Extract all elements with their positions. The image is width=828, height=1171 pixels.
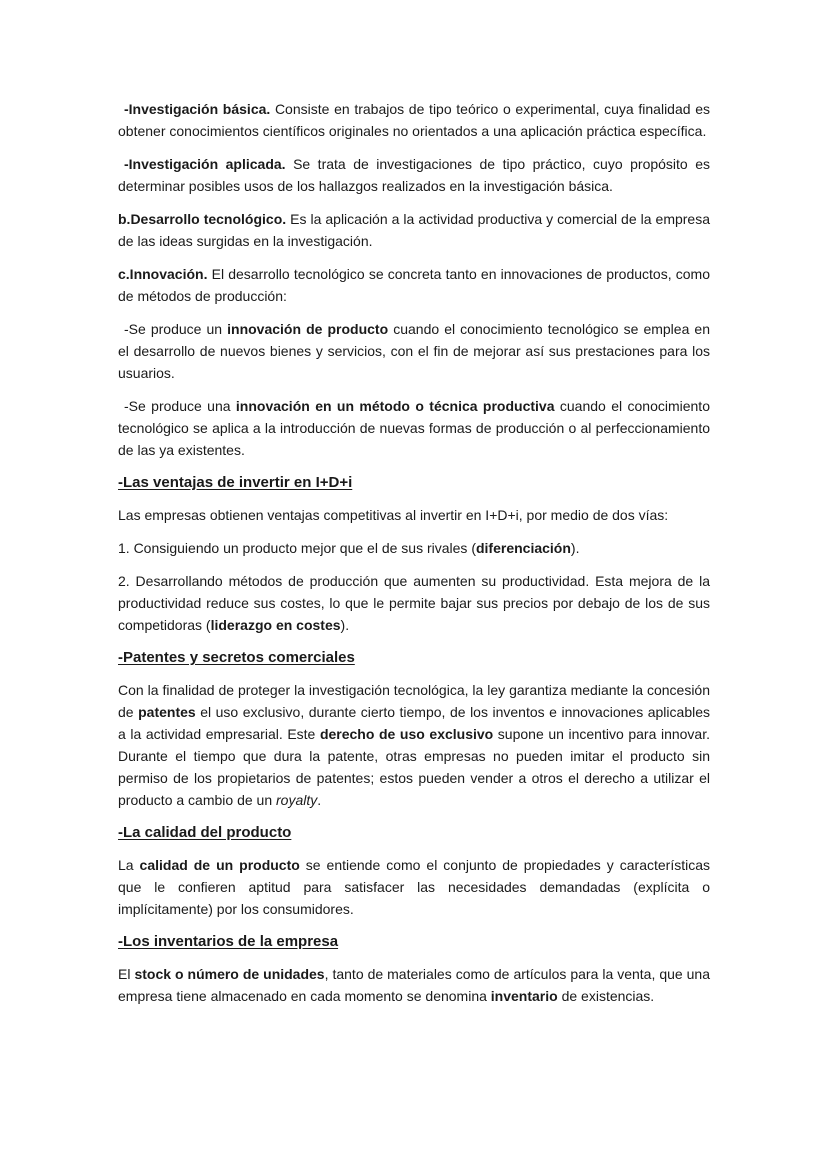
term-stock: stock o número de unidades: [134, 966, 325, 982]
text-inventarios-pre: El: [118, 966, 135, 982]
paragraph-innovacion: [118, 263, 710, 307]
text-desarrollo: Es la aplicación a la actividad productiva y comercial de la empresa de las ideas surgidas en la investigación.: [118, 211, 710, 249]
term-royalty: royalty: [276, 792, 318, 808]
term-investigacion-basica: -Investigación básica.: [124, 101, 271, 117]
paragraph-patentes: [118, 679, 710, 811]
text-innovacion-producto-pre: -Se produce un: [124, 321, 228, 337]
paragraph-ventajas-item2: [118, 570, 710, 636]
term-innovacion-metodo: innovación en un método o técnica productiva: [235, 398, 555, 414]
term-derecho-uso: derecho de uso exclusivo: [319, 726, 494, 742]
text-investigacion-basica: Consiste en trabajos de tipo teórico o experimental, cuya finalidad es obtener conocimientos científicos originales no orientados a una aplicación práctica específica.: [118, 101, 710, 139]
text-innovacion: El desarrollo tecnológico se concreta tanto en innovaciones de productos, como de métodos de producción:: [118, 266, 710, 304]
term-investigacion-aplicada: -Investigación aplicada.: [124, 156, 286, 172]
heading-ventajas: -Las ventajas de invertir en I+D+i: [118, 474, 353, 491]
term-calidad: calidad de un producto: [139, 857, 300, 873]
text-innovacion-metodo-pre: -Se produce una: [124, 398, 236, 414]
paragraph-investigacion-aplicada: [118, 153, 710, 197]
paragraph-innovacion-producto: [118, 318, 710, 384]
text-item2-pre: 2. Desarrollando métodos de producción que aumenten su productividad. Esta mejora de la productividad reduce sus costes, lo que le permite bajar sus precios por debajo de los de sus competidoras (: [118, 573, 710, 633]
text-patentes-4: .: [317, 792, 322, 808]
text-patentes-3: supone un incentivo para innovar. Durante el tiempo que dura la patente, otras empresas no pueden imitar el producto sin permiso de los propietarios de patentes; estos pueden vender a otros el derecho a utilizar el producto a cambio de un: [118, 726, 710, 808]
text-innovacion-metodo-post: cuando el conocimiento tecnológico se aplica a la introducción de nuevas formas de producción o al perfeccionamiento de las ya existentes.: [118, 398, 710, 458]
text-inventarios-mid: , tanto de materiales como de artículos para la venta, que una empresa tiene almacenado en cada momento se denomina: [118, 966, 711, 1004]
text-investigacion-aplicada: Se trata de investigaciones de tipo práctico, cuyo propósito es determinar posibles usos de los hallazgos realizados en la investigación básica.: [118, 156, 711, 194]
text-calidad-pre: La: [118, 857, 140, 873]
paragraph-innovacion-metodo: [118, 395, 710, 461]
paragraph-ventajas-item1: [118, 537, 710, 559]
term-diferenciacion: diferenciación: [475, 540, 571, 556]
text-calidad-post: se entiende como el conjunto de propiedades y características que le confieren aptitud para satisfacer las necesidades demandadas (explícita o implícitamente) por los consumidores.: [118, 857, 711, 917]
text-item2-post: ).: [340, 617, 350, 633]
paragraph-calidad: [118, 854, 710, 920]
text-inventarios-post: de existencias.: [557, 988, 655, 1004]
heading-calidad: -La calidad del producto: [118, 824, 292, 841]
paragraph-desarrollo: [118, 208, 710, 252]
term-desarrollo: b.Desarrollo tecnológico.: [118, 211, 287, 227]
paragraph-inventarios: [118, 963, 710, 1007]
term-innovacion: c.Innovación.: [118, 266, 208, 282]
text-item1-pre: 1. Consiguiendo un producto mejor que el de sus rivales (: [118, 540, 476, 556]
term-inventario: inventario: [490, 988, 558, 1004]
text-patentes-1: Con la finalidad de proteger la investigación tecnológica, la ley garantiza mediante la concesión de: [118, 682, 710, 720]
heading-patentes: -Patentes y secretos comerciales: [118, 649, 355, 666]
text-item1-post: ).: [570, 540, 580, 556]
text-innovacion-producto-post: cuando el conocimiento tecnológico se emplea en el desarrollo de nuevos bienes y servicios, con el fin de mejorar así sus prestaciones para los usuarios.: [118, 321, 710, 381]
paragraph-ventajas-intro: Las empresas obtienen ventajas competitivas al invertir en I+D+i, por medio de dos vías:: [118, 507, 669, 523]
term-patentes: patentes: [138, 704, 196, 720]
text-patentes-2: el uso exclusivo, durante cierto tiempo, de los inventos e innovaciones aplicables a la actividad empresarial. Este: [118, 704, 710, 742]
term-innovacion-producto: innovación de producto: [227, 321, 389, 337]
term-liderazgo-costes: liderazgo en costes: [210, 617, 341, 633]
heading-inventarios: -Los inventarios de la empresa: [118, 933, 339, 950]
paragraph-investigacion-basica: [118, 98, 710, 142]
